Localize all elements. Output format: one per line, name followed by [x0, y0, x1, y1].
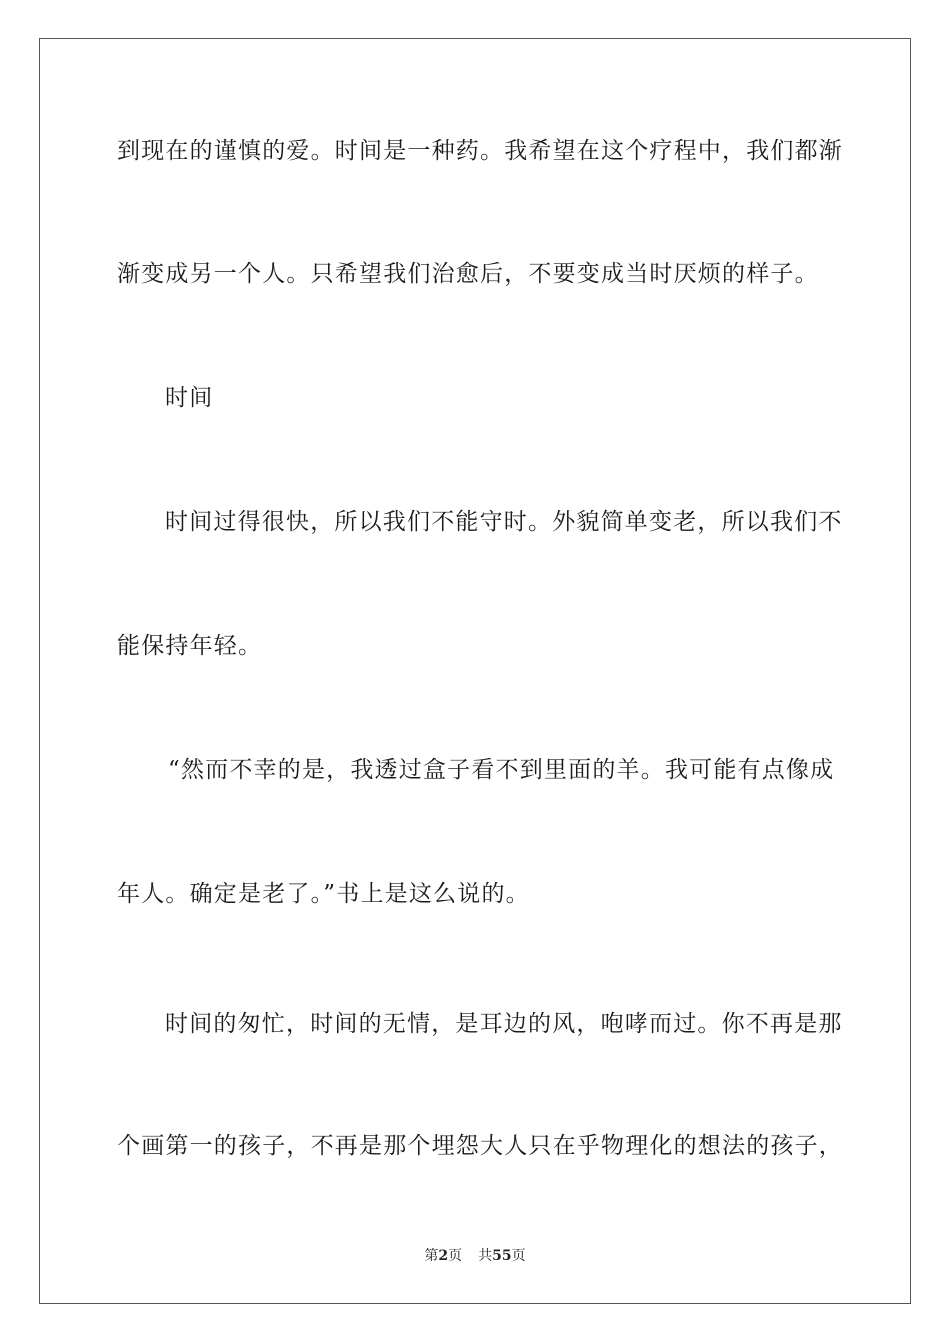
footer-page-word: 页	[448, 1248, 463, 1264]
page-footer	[0, 1247, 950, 1265]
footer-total-pages: 55	[492, 1248, 512, 1264]
footer-total-suffix: 页	[511, 1248, 526, 1264]
text-line-8: 个画第一的孩子，不再是那个埋怨大人只在乎物理化的想法的孩子，	[117, 1133, 843, 1159]
text-line-2: 渐变成另一个人。只希望我们治愈后，不要变成当时厌烦的样子。	[117, 261, 819, 287]
text-line-1: 到现在的谨慎的爱。时间是一种药。我希望在这个疗程中，我们都渐	[117, 138, 843, 164]
text-line-6: 年人。确定是老了。”书上是这么说的。	[117, 881, 530, 907]
text-line-3: 时间过得很快，所以我们不能守时。外貌简单变老，所以我们不	[165, 509, 843, 535]
footer-prefix: 第	[424, 1248, 439, 1264]
footer-total-prefix: 共	[478, 1248, 493, 1264]
page-frame	[39, 38, 911, 1304]
footer-current-page: 2	[438, 1248, 449, 1264]
text-line-4: 能保持年轻。	[117, 633, 263, 659]
text-line-5: “然而不幸的是，我透过盒子看不到里面的羊。我可能有点像成	[168, 757, 835, 783]
section-heading: 时间	[165, 385, 214, 411]
text-line-7: 时间的匆忙，时间的无情，是耳边的风，咆哮而过。你不再是那	[165, 1011, 843, 1037]
